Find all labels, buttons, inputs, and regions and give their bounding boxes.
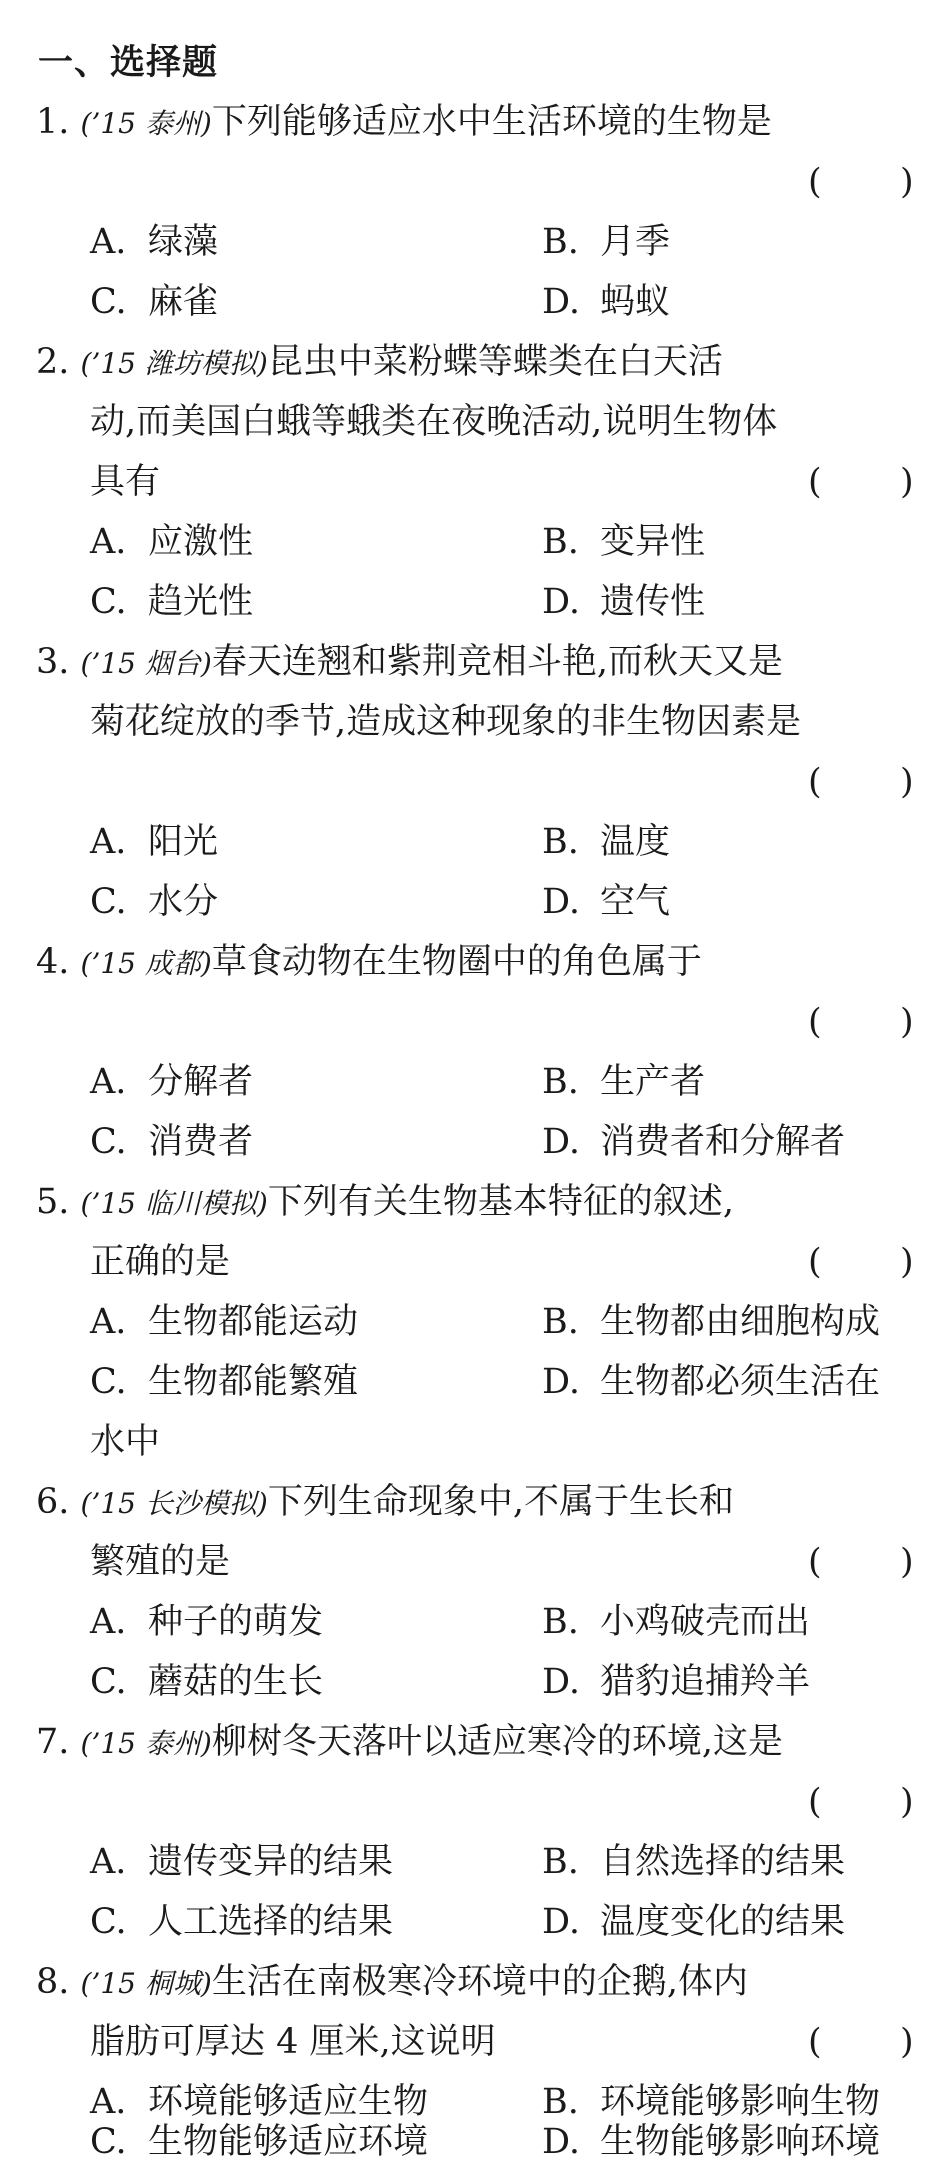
question-text: 草食动物在生物圈中的角色属于	[211, 942, 702, 982]
option-b[interactable]: B. 生产者	[542, 1062, 706, 1102]
option-c[interactable]: C. 趋光性	[90, 582, 254, 622]
question-number: 3.	[36, 642, 70, 682]
question-text: 下列能够适应水中生活环境的生物是	[211, 102, 772, 142]
question-2-answer-row: 具有 ( )	[90, 462, 914, 502]
question-number: 5.	[36, 1182, 70, 1222]
option-d[interactable]: D. 空气	[542, 882, 671, 922]
question-6-options-row-1	[0, 1592, 950, 1652]
option-b[interactable]: B. 自然选择的结果	[542, 1842, 846, 1882]
option-a[interactable]: A. 环境能够适应生物	[90, 2082, 429, 2122]
question-1-stem	[0, 92, 950, 152]
option-b[interactable]: B. 温度	[542, 822, 671, 862]
question-5-option-d-cont: 水中	[90, 1422, 161, 1462]
question-source: (’15 桐城)	[80, 1967, 212, 2000]
question-1-options-row-1	[0, 212, 950, 272]
question-2-stem	[0, 332, 950, 392]
option-d[interactable]: D. 遗传性	[542, 582, 706, 622]
section-title: 一、选择题	[38, 43, 219, 83]
question-number: 4.	[36, 942, 70, 982]
question-3-answer-row: ( )	[808, 762, 914, 802]
option-c[interactable]: C. 蘑菇的生长	[90, 1662, 324, 1702]
question-6-options-row-2	[0, 1652, 950, 1712]
option-a[interactable]: A. 应激性	[90, 522, 254, 562]
option-b[interactable]: B. 月季	[542, 222, 671, 262]
option-c[interactable]: C. 水分	[90, 882, 219, 922]
question-8-answer-row: 脂肪可厚达 4 厘米,这说明 ( )	[90, 2022, 914, 2062]
question-source: (’15 泰州)	[80, 1727, 212, 1760]
option-d[interactable]: D. 温度变化的结果	[542, 1902, 846, 1942]
question-4-stem	[0, 932, 950, 992]
question-8-stem	[0, 1952, 950, 2012]
option-a[interactable]: A. 绿藻	[90, 222, 219, 262]
question-8-options-row-2	[0, 2112, 950, 2172]
option-a[interactable]: A. 阳光	[90, 822, 219, 862]
option-c[interactable]: C. 生物能够适应环境	[90, 2122, 429, 2162]
question-source: (’15 泰州)	[80, 107, 212, 140]
option-c[interactable]: C. 人工选择的结果	[90, 1902, 394, 1942]
question-3-stem	[0, 632, 950, 692]
question-number: 7.	[36, 1722, 70, 1762]
question-3-stem-cont: 菊花绽放的季节,造成这种现象的非生物因素是	[90, 702, 802, 742]
question-text: 昆虫中菜粉蝶等蝶类在白天活	[267, 342, 723, 382]
question-text: 生活在南极寒冷环境中的企鹅,体内	[211, 1962, 748, 2002]
question-5-options-row-2	[0, 1352, 950, 1412]
question-source: (’15 潍坊模拟)	[80, 347, 268, 380]
option-c[interactable]: C. 消费者	[90, 1122, 254, 1162]
option-a[interactable]: A. 分解者	[90, 1062, 254, 1102]
question-number: 2.	[36, 342, 70, 382]
option-c[interactable]: C. 麻雀	[90, 282, 219, 322]
option-d[interactable]: D. 消费者和分解者	[542, 1122, 846, 1162]
question-text: 春天连翘和紫荆竞相斗艳,而秋天又是	[211, 642, 783, 682]
option-a[interactable]: A. 遗传变异的结果	[90, 1842, 394, 1882]
question-6-stem	[0, 1472, 950, 1532]
option-d[interactable]: D. 生物能够影响环境	[542, 2122, 881, 2162]
question-3-options-row-1	[0, 812, 950, 872]
question-4-options-row-2	[0, 1112, 950, 1172]
question-number: 8.	[36, 1962, 70, 2002]
question-2-options-row-1	[0, 512, 950, 572]
option-a[interactable]: A. 种子的萌发	[90, 1602, 324, 1642]
question-number: 6.	[36, 1482, 70, 1522]
question-3-options-row-2	[0, 872, 950, 932]
question-7-answer-row: ( )	[808, 1782, 914, 1822]
question-text: 柳树冬天落叶以适应寒冷的环境,这是	[211, 1722, 783, 1762]
question-1-options-row-2	[0, 272, 950, 332]
question-number: 1.	[36, 102, 70, 142]
question-2-options-row-2	[0, 572, 950, 632]
question-6-answer-row: 繁殖的是 ( )	[90, 1542, 914, 1582]
option-a[interactable]: A. 生物都能运动	[90, 1302, 359, 1342]
question-text: 下列生命现象中,不属于生长和	[267, 1482, 734, 1522]
option-d[interactable]: D. 猎豹追捕羚羊	[542, 1662, 811, 1702]
option-b[interactable]: B. 小鸡破壳而出	[542, 1602, 811, 1642]
option-c[interactable]: C. 生物都能繁殖	[90, 1362, 359, 1402]
question-source: (’15 临川模拟)	[80, 1187, 268, 1220]
option-d[interactable]: D. 生物都必须生活在	[542, 1362, 881, 1402]
question-4-options-row-1	[0, 1052, 950, 1112]
question-5-answer-row: 正确的是 ( )	[90, 1242, 914, 1282]
question-5-options-row-1	[0, 1292, 950, 1352]
question-source: (’15 烟台)	[80, 647, 212, 680]
option-b[interactable]: B. 生物都由细胞构成	[542, 1302, 881, 1342]
question-source: (’15 成都)	[80, 947, 212, 980]
question-7-stem	[0, 1712, 950, 1772]
option-b[interactable]: B. 环境能够影响生物	[542, 2082, 881, 2122]
question-7-options-row-1	[0, 1832, 950, 1892]
question-5-stem	[0, 1172, 950, 1232]
question-2-stem-cont: 动,而美国白蛾等蛾类在夜晚活动,说明生物体	[90, 402, 778, 442]
question-source: (’15 长沙模拟)	[80, 1487, 268, 1520]
question-4-answer-row: ( )	[808, 1002, 914, 1042]
option-d[interactable]: D. 蚂蚁	[542, 282, 671, 322]
question-text: 下列有关生物基本特征的叙述,	[267, 1182, 734, 1222]
option-b[interactable]: B. 变异性	[542, 522, 706, 562]
question-7-options-row-2	[0, 1892, 950, 1952]
question-1-answer-row: ( )	[808, 162, 914, 202]
